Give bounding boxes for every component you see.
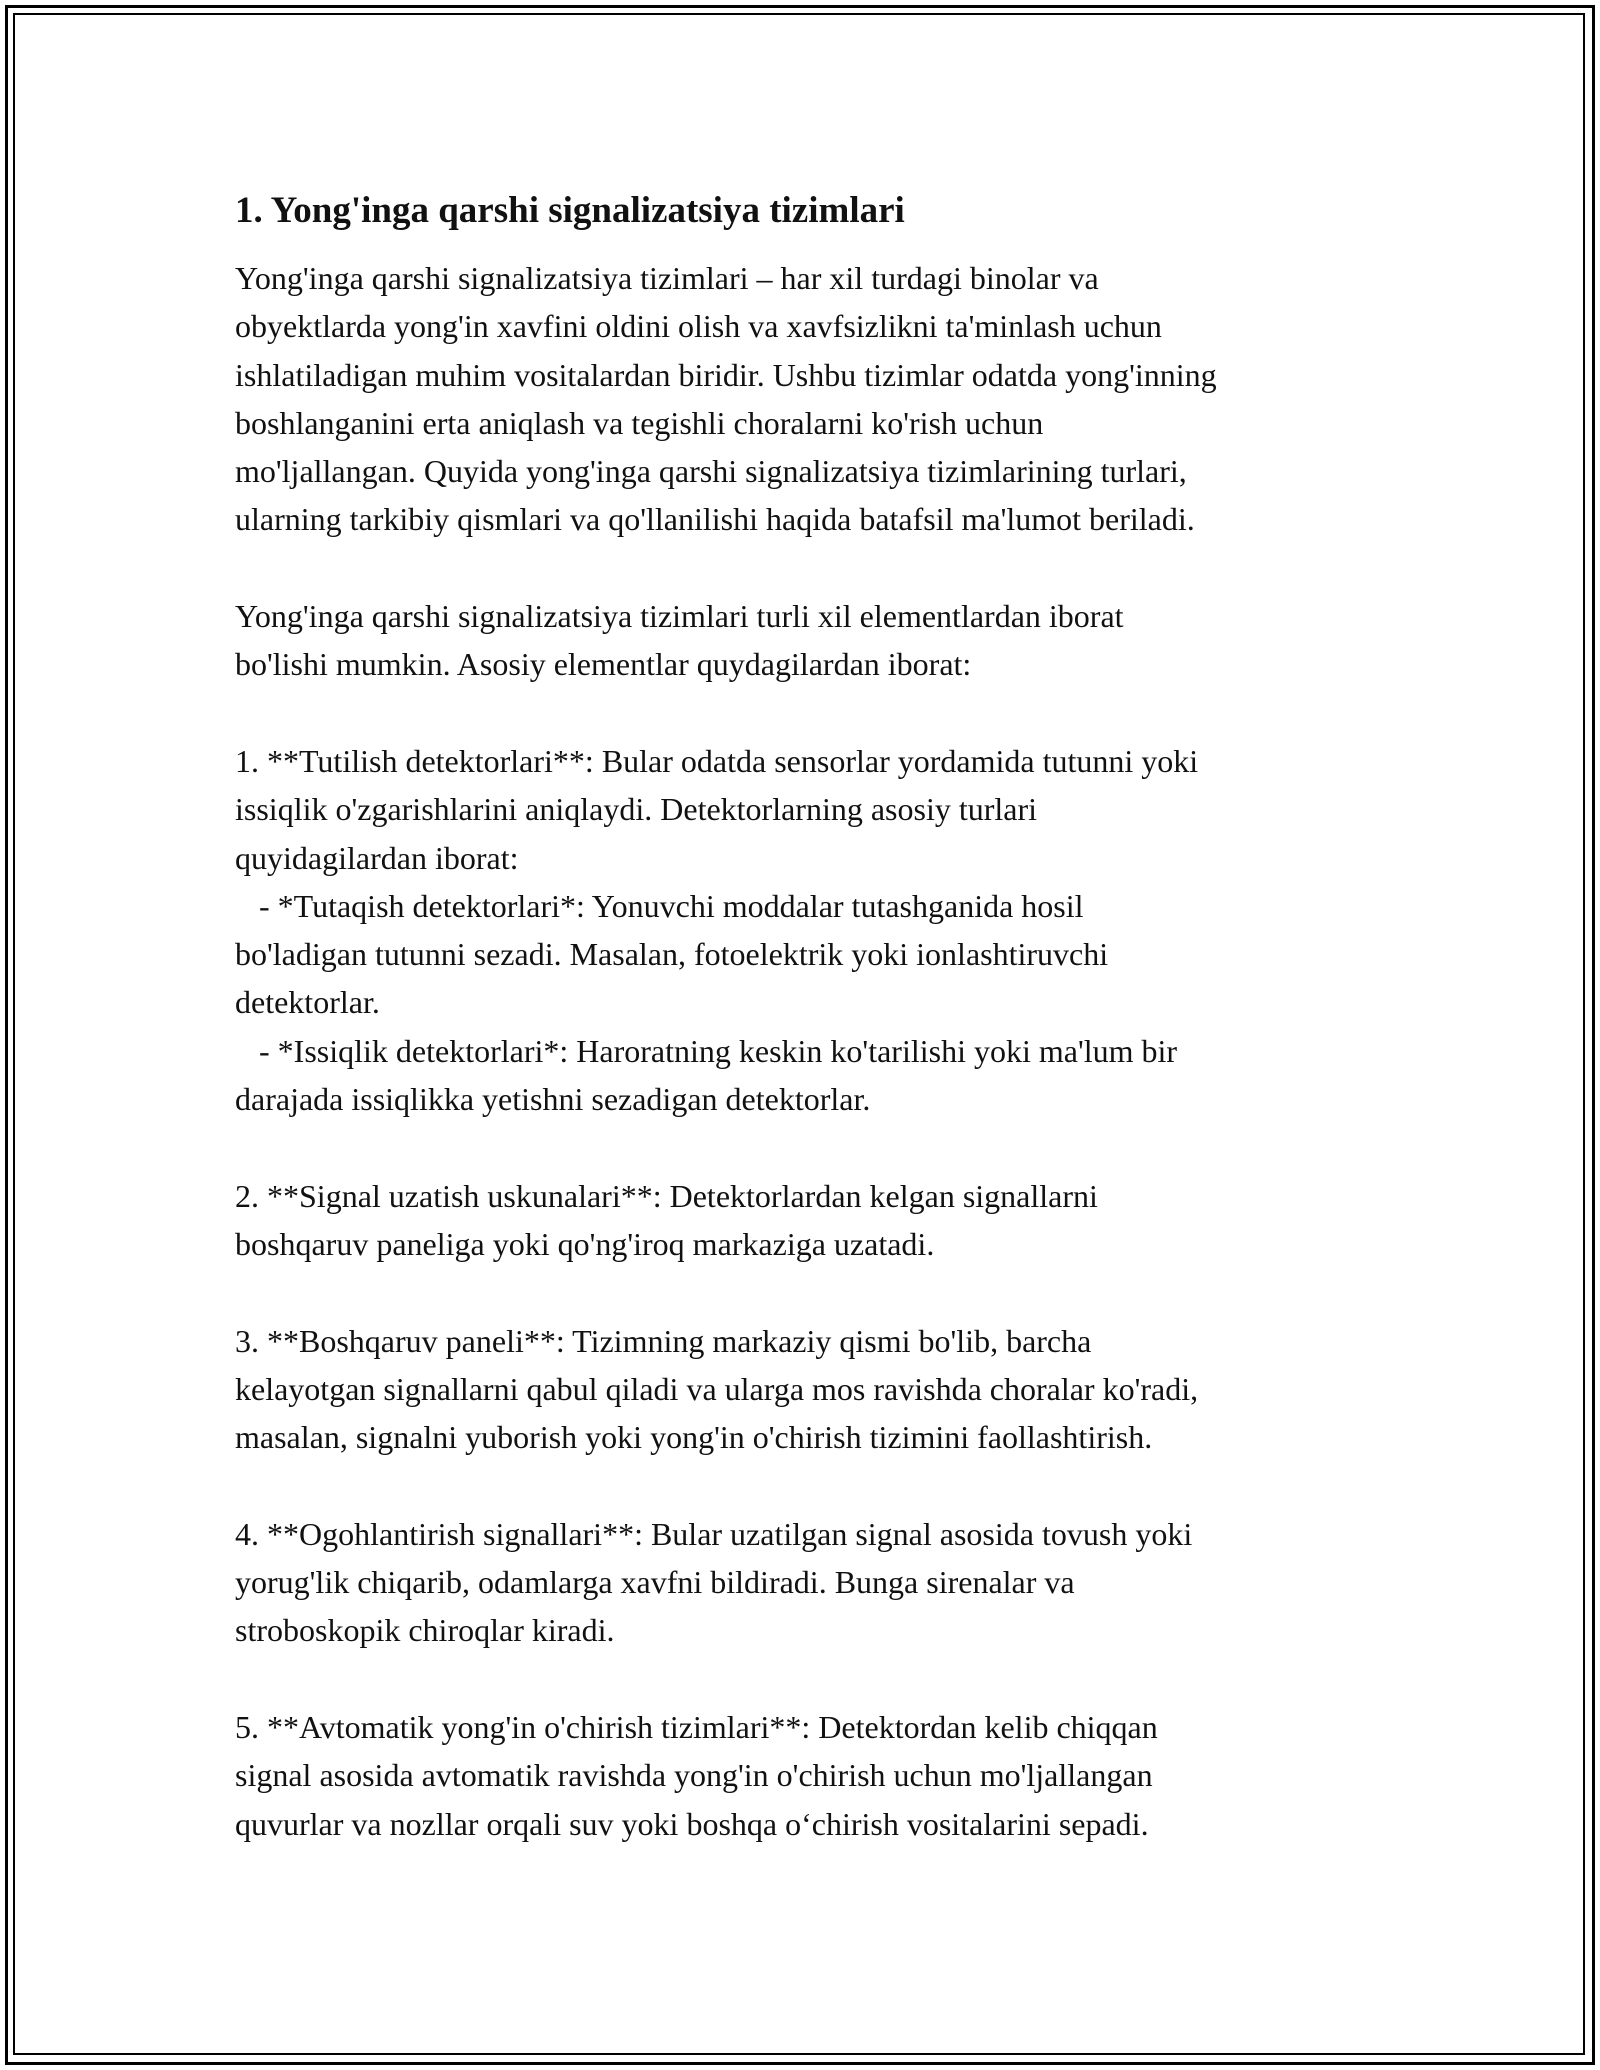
blank-line [235, 1268, 1385, 1316]
text-line: ularning tarkibiy qismlari va qo'llanilishi haqida batafsil ma'lumot beriladi. [235, 501, 1195, 538]
text-line: bo'lishi mumkin. Asosiy elementlar quydagilardan iborat: [235, 646, 972, 683]
text-line: mo'ljallangan. Quyida yong'inga qarshi signalizatsiya tizimlarining turlari, [235, 453, 1187, 490]
blank-line [235, 1461, 1385, 1509]
text-line: detektorlar. [235, 984, 380, 1021]
text-line: kelayotgan signallarni qabul qiladi va ularga mos ravishda choralar ko'radi, [235, 1370, 1199, 1407]
text-line: quvurlar va nozllar orqali suv yoki boshqa o‘chirish vositalarini sepadi. [235, 1805, 1149, 1842]
text-line: 4. **Ogohlantirish signallari**: Bular uzatilgan signal asosida tovush yoki [235, 1515, 1193, 1552]
document-body [235, 188, 1385, 1848]
text-line: - *Tutaqish detektorlari*: Yonuvchi moddalar tutashganida hosil [235, 887, 1084, 924]
text-line: bo'ladigan tutunni sezadi. Masalan, fotoelektrik yoki ionlashtiruvchi [235, 936, 1109, 973]
text-line: signal asosida avtomatik ravishda yong'in o'chirish uchun mo'ljallangan [235, 1757, 1153, 1794]
text-line: 1. **Tutilish detektorlari**: Bular odatda sensorlar yordamida tutunni yoki [235, 742, 1199, 779]
text-line: 3. **Boshqaruv paneli**: Tizimning markaziy qismi bo'lib, barcha [235, 1322, 1092, 1359]
text-line: quyidagilardan iborat: [235, 839, 519, 876]
text-line: masalan, signalni yuborish yoki yong'in o'chirish tizimini faollashtirish. [235, 1419, 1153, 1456]
text-line: obyektlarda yong'in xavfini oldini olish va xavfsizlikni ta'minlash uchun [235, 308, 1162, 345]
text-line: issiqlik o'zgarishlarini aniqlaydi. Detektorlarning asosiy turlari [235, 791, 1038, 828]
text-line: boshqaruv paneliga yoki qo'ng'iroq markaziga uzatadi. [235, 1225, 935, 1262]
blank-line [235, 1655, 1385, 1703]
text-line: boshlanganini erta aniqlash va tegishli choralarni ko'rish uchun [235, 404, 1044, 441]
text-line: darajada issiqlikka yetishni sezadigan detektorlar. [235, 1081, 871, 1118]
text-line: yorug'lik chiqarib, odamlarga xavfni bildiradi. Bunga sirenalar va [235, 1564, 1075, 1601]
blank-line [235, 1123, 1385, 1171]
blank-line [235, 689, 1385, 737]
text-line: 5. **Avtomatik yong'in o'chirish tizimlari**: Detektordan kelib chiqqan [235, 1708, 1158, 1745]
text-line: 2. **Signal uzatish uskunalari**: Detektorlardan kelgan signallarni [235, 1177, 1098, 1214]
text-line: ishlatiladigan muhim vositalardan biridir. Ushbu tizimlar odatda yong'inning [235, 356, 1217, 393]
text-line: stroboskopik chiroqlar kiradi. [235, 1612, 615, 1649]
document-title: 1. Yong'inga qarshi signalizatsiya tizimlari [235, 190, 905, 231]
text-line: Yong'inga qarshi signalizatsiya tizimlari turli xil elementlardan iborat [235, 598, 1124, 635]
text-line: Yong'inga qarshi signalizatsiya tizimlari – har xil turdagi binolar va [235, 260, 1099, 296]
text-line: - *Issiqlik detektorlari*: Haroratning keskin ko'tarilishi yoki ma'lum bir [235, 1032, 1178, 1069]
blank-line [235, 544, 1385, 592]
document-text [235, 254, 1385, 1848]
